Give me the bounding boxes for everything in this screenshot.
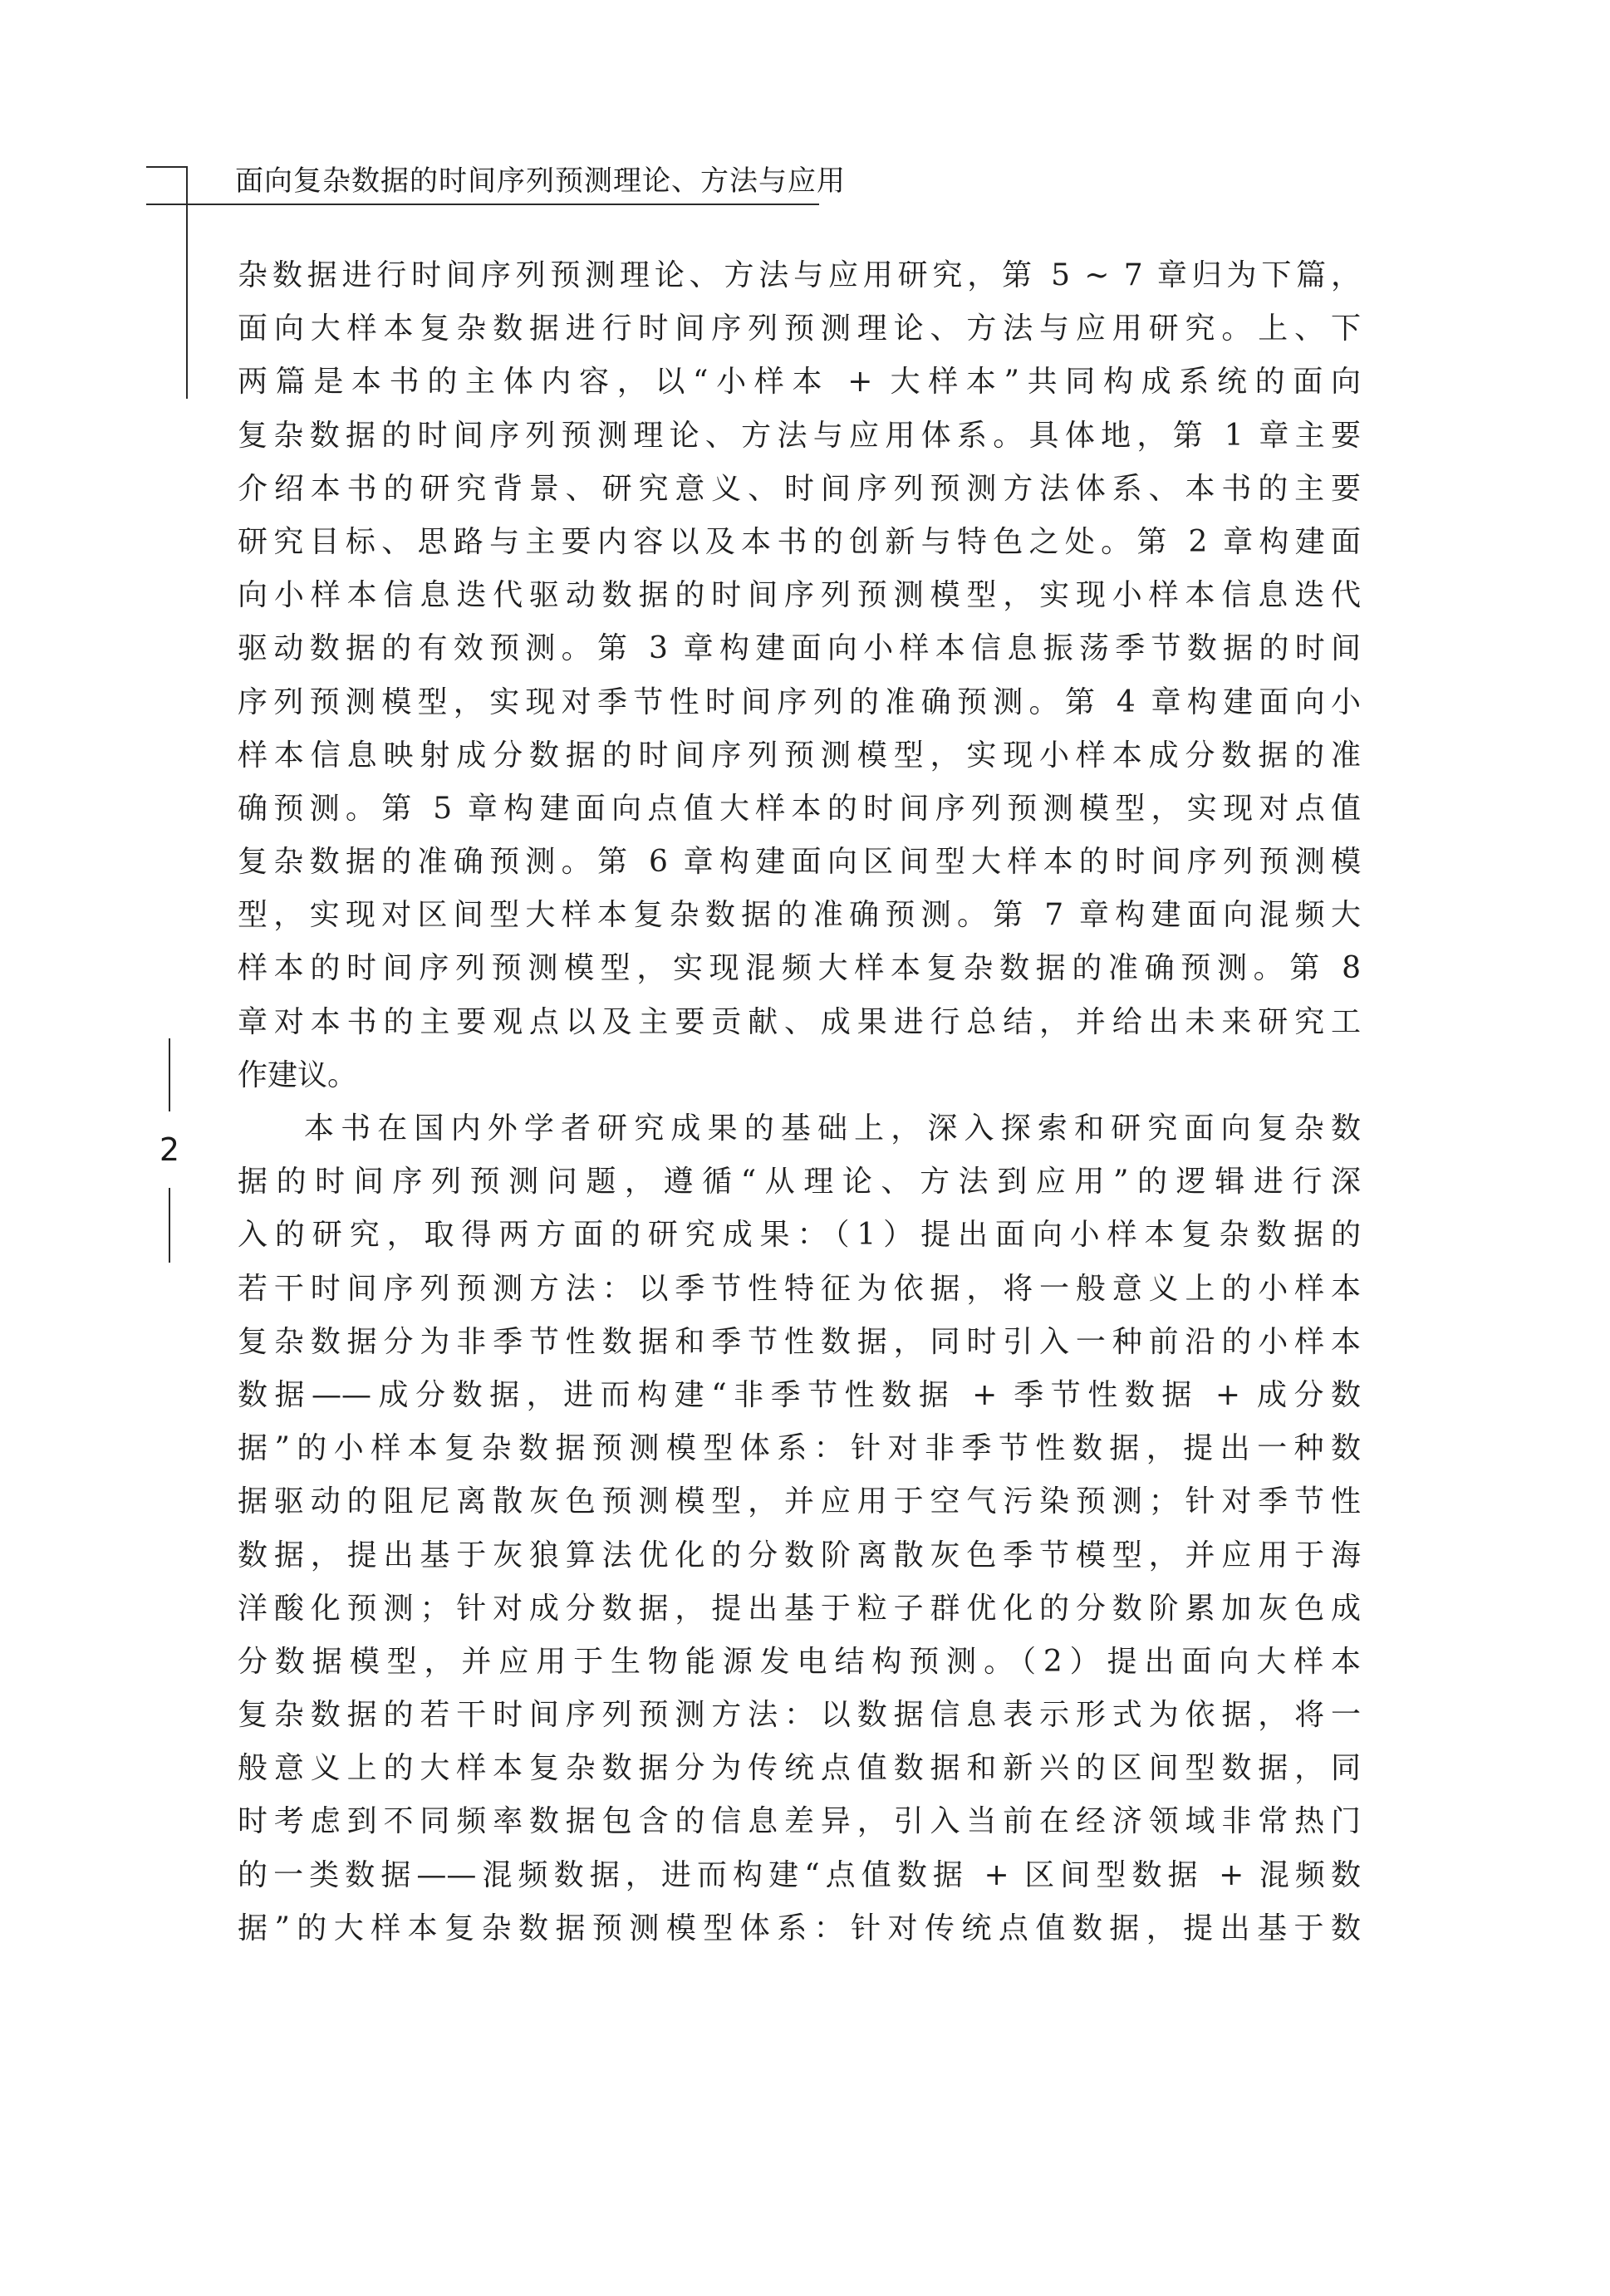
text-line: 复杂数据的若干时间序列预测方法：以数据信息表示形式为依据，将一: [238, 1698, 1361, 1733]
header-vertical-rule: [186, 166, 188, 399]
text-line: 作建议。: [238, 1057, 358, 1092]
page-number-bar-lower: [169, 1188, 170, 1263]
text-line: 型，实现对区间型大样本复杂数据的准确预测。第 7 章构建面向混频大: [238, 898, 1361, 933]
text-line: 两篇是本书的主体内容，以“小样本 + 大样本”共同构成系统的面向: [238, 365, 1361, 400]
text-line: 复杂数据的时间序列预测理论、方法与应用体系。具体地，第 1 章主要: [238, 418, 1361, 453]
text-line: 据驱动的阻尼离散灰色预测模型，并应用于空气污染预测；针对季节性: [238, 1484, 1361, 1519]
text-line: 面向大样本复杂数据进行时间序列预测理论、方法与应用研究。上、下: [238, 312, 1361, 346]
text-line: 复杂数据的准确预测。第 6 章构建面向区间型大样本的时间序列预测模: [238, 845, 1361, 880]
paragraph-1: [238, 249, 1361, 1102]
text-line: 章对本书的主要观点以及主要贡献、成果进行总结，并给出未来研究工: [238, 1004, 1361, 1039]
text-line: 杂数据进行时间序列预测理论、方法与应用研究，第 5 ~ 7 章归为下篇，: [238, 258, 1361, 292]
text-line: 复杂数据分为非季节性数据和季节性数据，同时引入一种前沿的小样本: [238, 1324, 1361, 1359]
header-underline: [146, 204, 819, 205]
text-line: 入的研究，取得两方面的研究成果：（1）提出面向小样本复杂数据的: [238, 1218, 1361, 1253]
text-line: 本书在国内外学者研究成果的基础上，深入探索和研究面向复杂数: [304, 1111, 1361, 1146]
text-line: 据”的大样本复杂数据预测模型体系：针对传统点值数据，提出基于数: [238, 1911, 1361, 1945]
page-number: 2: [159, 1131, 180, 1168]
text-line: 样本的时间序列预测模型，实现混频大样本复杂数据的准确预测。第 8: [238, 951, 1361, 986]
page-number-bar-upper: [169, 1038, 170, 1111]
text-line: 分数据模型，并应用于生物能源发电结构预测。（2）提出面向大样本: [238, 1644, 1361, 1679]
text-line: 般意义上的大样本复杂数据分为传统点值数据和新兴的区间型数据，同: [238, 1751, 1361, 1786]
paragraph-2: [238, 1102, 1361, 1955]
header-corner-rule: [146, 166, 188, 168]
running-header-title: 面向复杂数据的时间序列预测理论、方法与应用: [235, 164, 846, 198]
text-line: 序列预测模型，实现对季节性时间序列的准确预测。第 4 章构建面向小: [238, 684, 1361, 719]
text-line: 驱动数据的有效预测。第 3 章构建面向小样本信息振荡季节数据的时间: [238, 631, 1361, 666]
text-line: 样本信息映射成分数据的时间序列预测模型，实现小样本成分数据的准: [238, 738, 1361, 773]
text-line: 若干时间序列预测方法：以季节性特征为依据，将一般意义上的小样本: [238, 1271, 1361, 1306]
text-line: 数据——成分数据，进而构建“非季节性数据 + 季节性数据 + 成分数: [238, 1377, 1361, 1412]
text-line: 确预测。第 5 章构建面向点值大样本的时间序列预测模型，实现对点值: [238, 791, 1361, 826]
text-line: 向小样本信息迭代驱动数据的时间序列预测模型，实现小样本信息迭代: [238, 578, 1361, 613]
body-text: [238, 249, 1361, 1955]
text-line: 的一类数据——混频数据，进而构建“点值数据 + 区间型数据 + 混频数: [238, 1857, 1361, 1892]
text-line: 据的时间序列预测问题，遵循“从理论、方法到应用”的逻辑进行深: [238, 1165, 1361, 1200]
text-line: 时考虑到不同频率数据包含的信息差异，引入当前在经济领域非常热门: [238, 1804, 1361, 1839]
text-line: 据”的小样本复杂数据预测模型体系：针对非季节性数据，提出一种数: [238, 1431, 1361, 1466]
text-line: 介绍本书的研究背景、研究意义、时间序列预测方法体系、本书的主要: [238, 471, 1361, 506]
text-line: 洋酸化预测；针对成分数据，提出基于粒子群优化的分数阶累加灰色成: [238, 1591, 1361, 1626]
text-line: 数据，提出基于灰狼算法优化的分数阶离散灰色季节模型，并应用于海: [238, 1538, 1361, 1572]
text-line: 研究目标、思路与主要内容以及本书的创新与特色之处。第 2 章构建面: [238, 524, 1361, 559]
